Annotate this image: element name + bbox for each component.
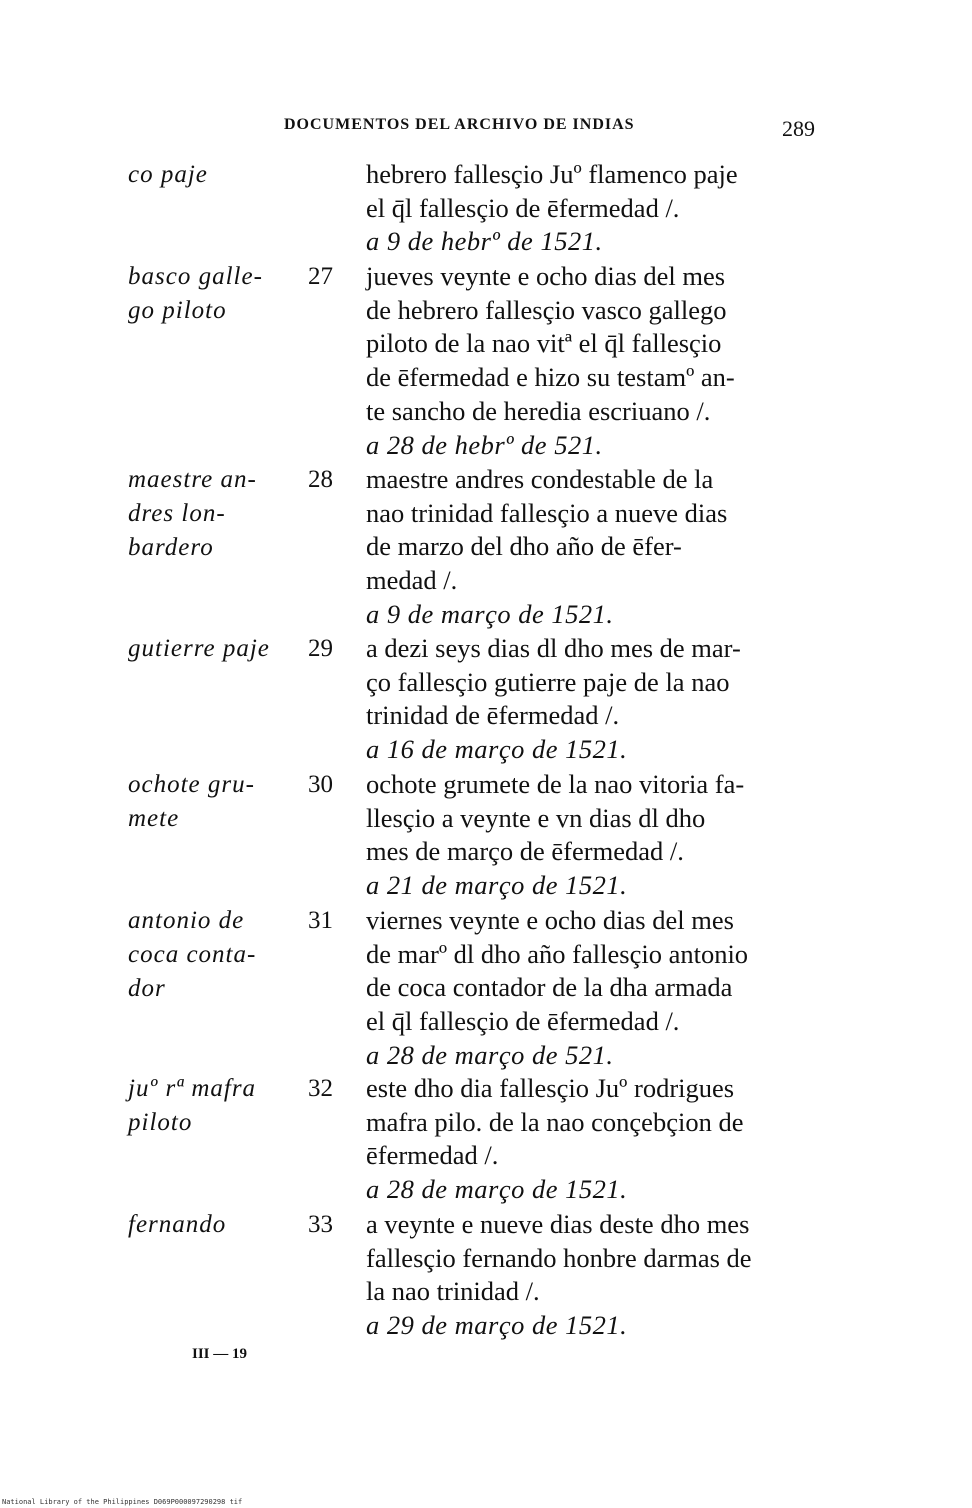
marginal-note: [128, 158, 288, 192]
marginal-line: maestre an-: [128, 466, 257, 493]
entry-text: [366, 904, 816, 1073]
scan-stamp: National Library of the Philippines D069P000097290298 tif: [2, 1498, 243, 1506]
text-line: hebrero fallesçio Juº flamenco paje: [366, 159, 738, 189]
entry-date: a 28 de março de 521.: [366, 1039, 614, 1070]
marginal-line: co paje: [128, 161, 208, 188]
entry-number: 30: [308, 771, 333, 798]
text-line: llesçio a veynte e vn dias dl dho: [366, 802, 706, 833]
text-line: jueves veynte e ocho dias del mes: [366, 261, 726, 291]
marginal-line: dres lon-: [128, 500, 226, 527]
entry-number: 28: [308, 466, 333, 493]
entry-number: 27: [308, 263, 333, 290]
text-line: de marº dl dho año fallesçio antonio: [366, 938, 749, 969]
text-line: fallesçio fernando honbre darmas de: [366, 1242, 752, 1273]
text-line: piloto de la nao vitª el q̄l fallesçio: [366, 328, 722, 359]
entry-number: 31: [308, 907, 333, 934]
marginal-line: mete: [128, 805, 180, 832]
entry-number: 33: [308, 1211, 333, 1238]
entry-text: [366, 463, 816, 632]
text-line: nao trinidad fallesçio a nueve dias: [366, 497, 728, 528]
text-line: la nao trinidad /.: [366, 1276, 540, 1307]
marginal-note: [128, 260, 288, 328]
text-line: el q̄l fallesçio de ēfermedad /.: [366, 192, 680, 223]
marginal-line: basco galle-: [128, 263, 263, 290]
entry-date: a 16 de março de 1521.: [366, 734, 628, 765]
marginal-line: bardero: [128, 534, 214, 561]
entry-text: [366, 260, 816, 462]
marginal-note: [128, 463, 288, 565]
text-line: mafra pilo. de la nao conçebçion de: [366, 1106, 744, 1137]
text-line: viernes veynte e ocho dias del mes: [366, 905, 734, 935]
entry-text: [366, 1208, 816, 1343]
entry-text: [366, 1072, 816, 1207]
entry-date: a 29 de março de 1521.: [366, 1310, 628, 1341]
text-line: ço fallesçio gutierre paje de la nao: [366, 666, 730, 697]
text-line: ochote grumete de la nao vitoria fa-: [366, 769, 745, 799]
text-line: de coca contador de la dha armada: [366, 972, 733, 1003]
marginal-note: [128, 632, 288, 666]
marginal-line: juº rª mafra: [128, 1075, 257, 1102]
text-line: trinidad de ēfermedad /.: [366, 700, 620, 731]
entry-number: 32: [308, 1075, 333, 1102]
marginal-line: ochote gru-: [128, 771, 255, 798]
marginal-line: piloto: [128, 1109, 193, 1136]
marginal-line: gutierre paje: [128, 635, 270, 662]
entry-text: [366, 158, 816, 259]
text-line: mes de março de ēfermedad /.: [366, 836, 684, 867]
page-number: 289: [782, 116, 815, 141]
entry-text: [366, 632, 816, 767]
marginal-note: [128, 904, 288, 1006]
text-line: de hebrero fallesçio vasco gallego: [366, 294, 727, 325]
text-line: te sancho de heredia escriuano /.: [366, 395, 711, 426]
marginal-line: go piloto: [128, 297, 227, 324]
text-line: medad /.: [366, 565, 458, 596]
marginal-line: coca conta-: [128, 941, 257, 968]
marginal-line: fernando: [128, 1211, 227, 1238]
text-line: el q̄l fallesçio de ēfermedad /.: [366, 1006, 680, 1037]
marginal-note: [128, 1072, 288, 1140]
entry-date: a 21 de março de 1521.: [366, 870, 628, 901]
entry-number: 29: [308, 635, 333, 662]
signature-mark: III — 19: [192, 1346, 248, 1362]
running-header: DOCUMENTOS DEL ARCHIVO DE INDIAS: [284, 116, 635, 133]
marginal-note: [128, 768, 288, 836]
entry-date: a 28 de hebrº de 521.: [366, 429, 603, 460]
text-line: de ēfermedad e hizo su testamº an-: [366, 362, 735, 393]
marginal-line: antonio de: [128, 907, 245, 934]
text-line: este dho dia fallesçio Juº rodrigues: [366, 1073, 735, 1103]
marginal-line: dor: [128, 975, 166, 1002]
text-line: ēfermedad /.: [366, 1140, 499, 1171]
text-line: maestre andres condestable de la: [366, 464, 714, 494]
marginal-note: [128, 1208, 288, 1242]
text-line: a dezi seys dias dl dho mes de mar-: [366, 633, 741, 663]
text-line: de marzo del dho año de ēfer-: [366, 531, 682, 562]
entry-date: a 9 de março de 1521.: [366, 598, 614, 629]
entry-text: [366, 768, 816, 903]
entry-date: a 9 de hebrº de 1521.: [366, 226, 603, 257]
entry-date: a 28 de março de 1521.: [366, 1174, 628, 1205]
text-line: a veynte e nueve dias deste dho mes: [366, 1209, 750, 1239]
